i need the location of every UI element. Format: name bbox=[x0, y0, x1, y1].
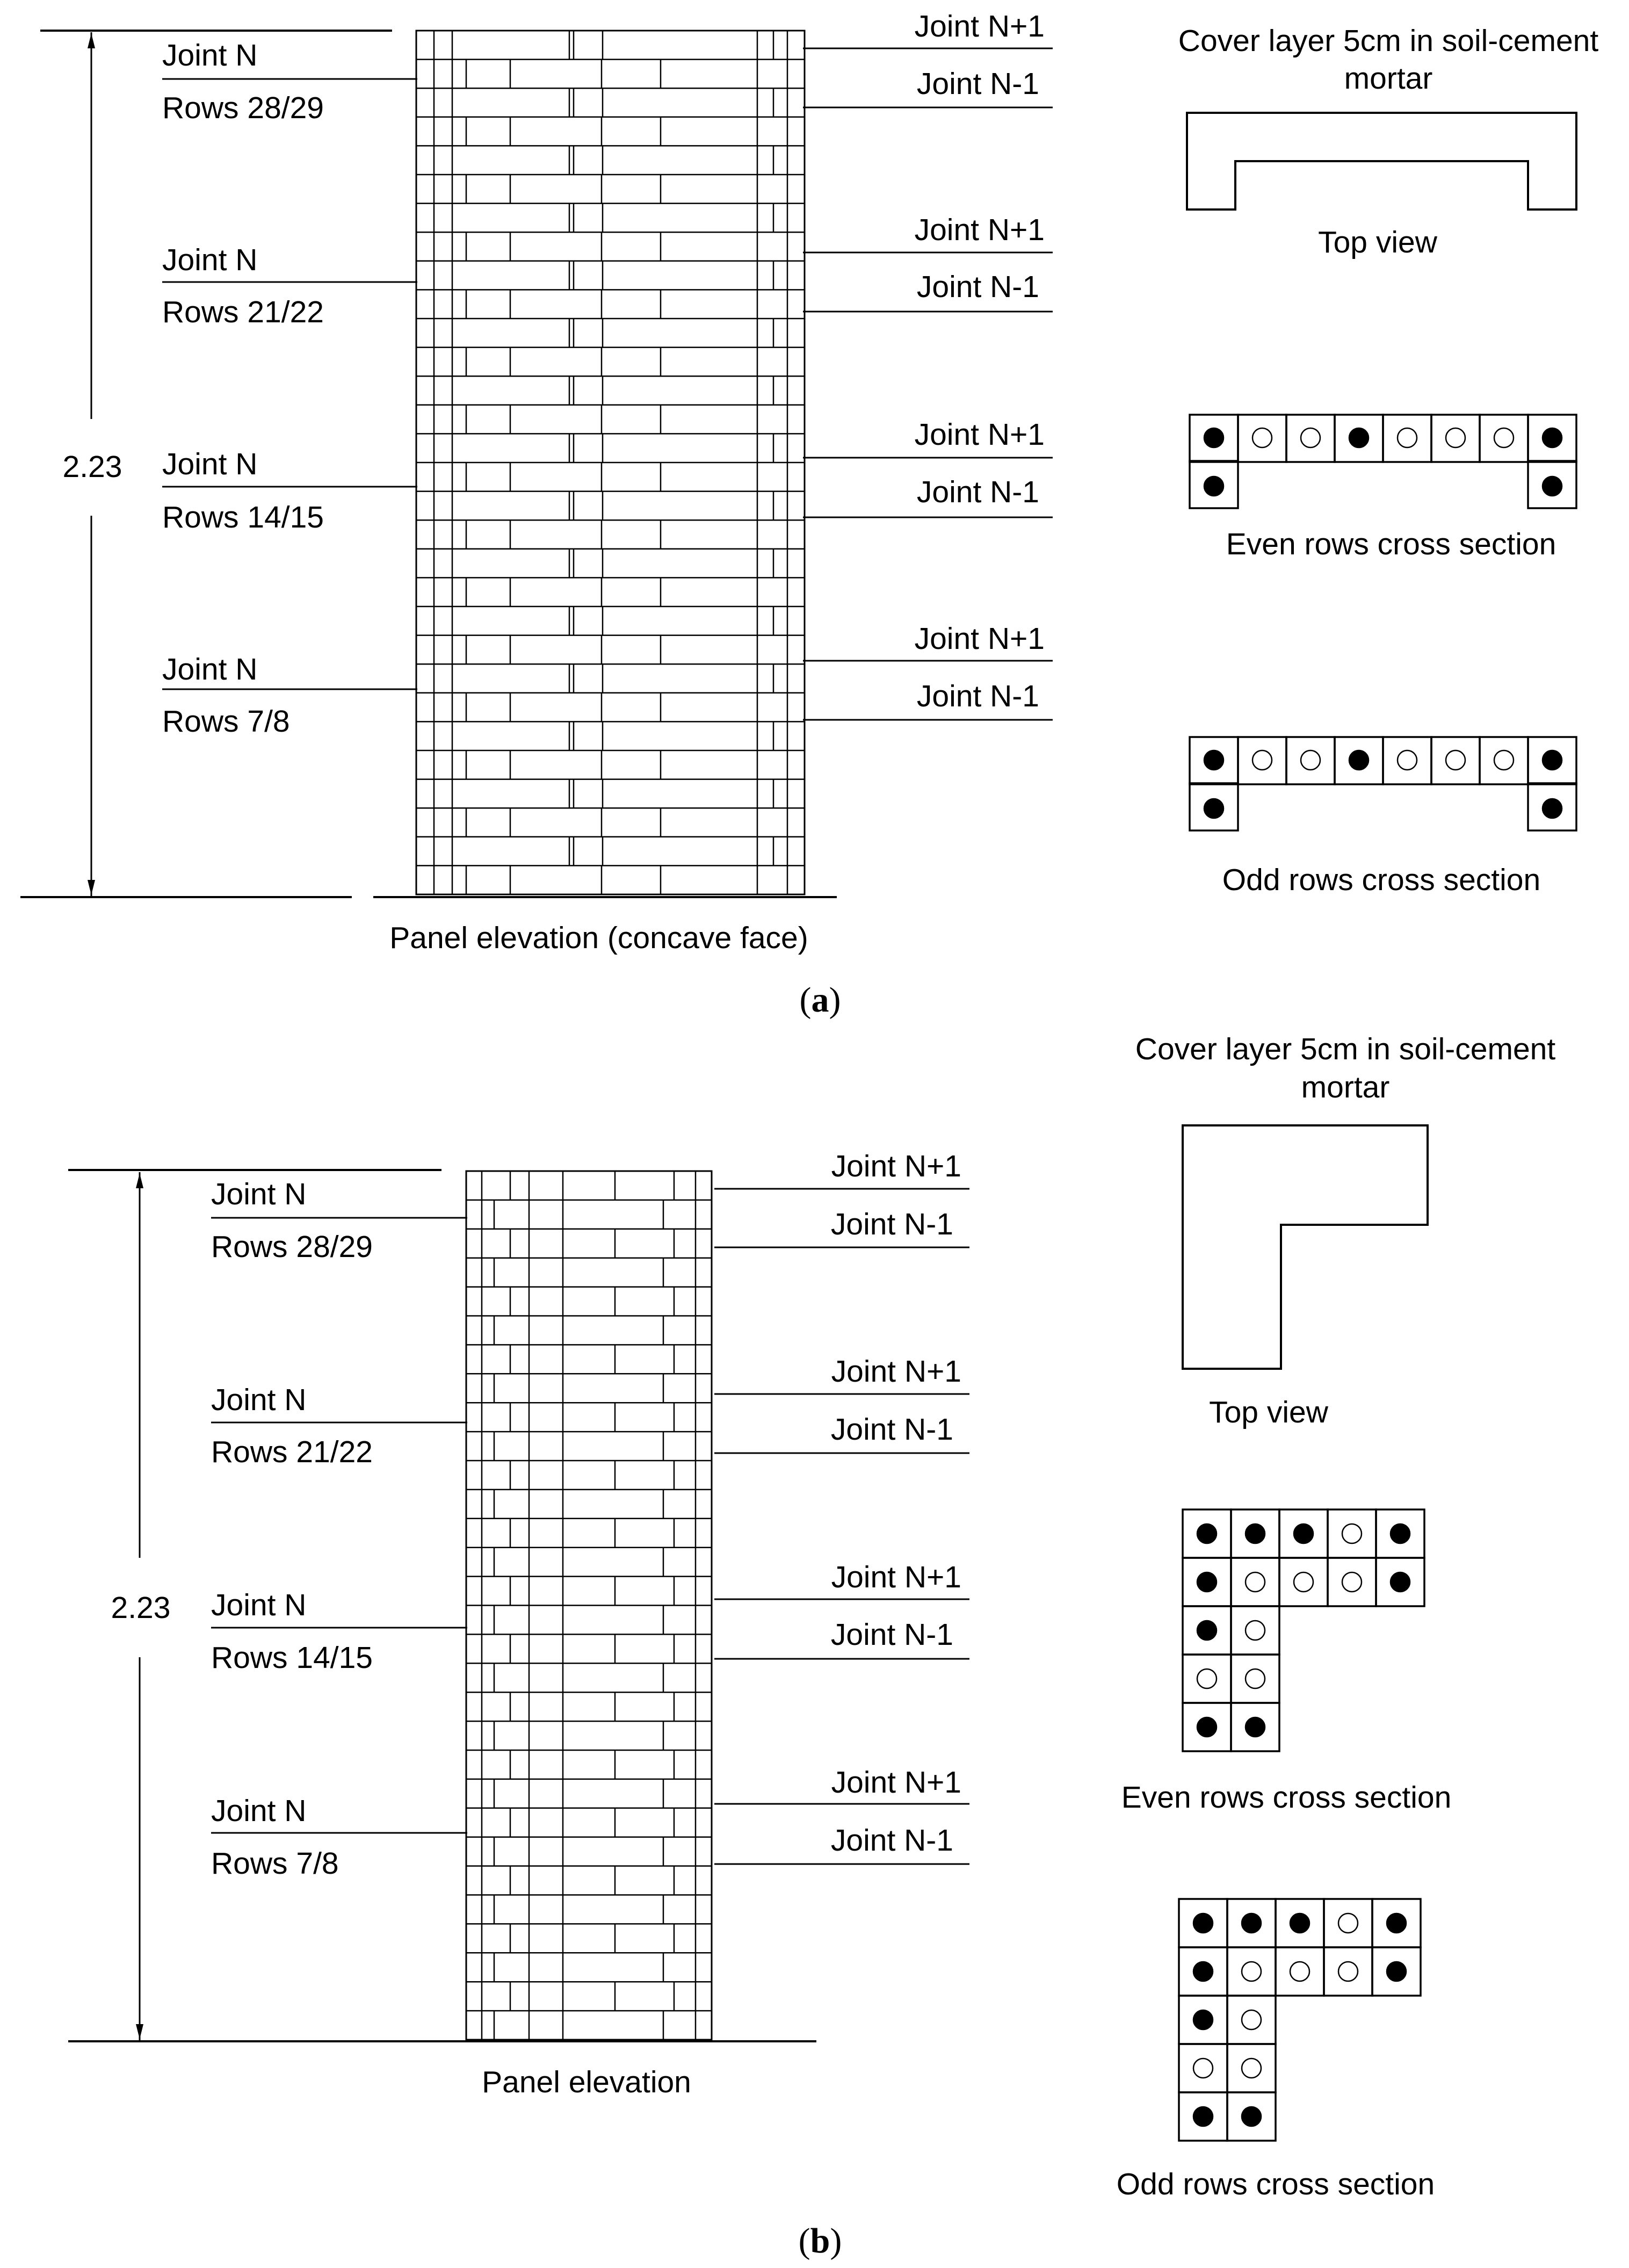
open-circle-icon bbox=[1494, 428, 1514, 447]
joint-label: Joint N-1 bbox=[830, 1207, 953, 1241]
joint-label: Joint N bbox=[211, 1177, 307, 1211]
panel-b-top-view-label: Top view bbox=[1209, 1395, 1328, 1429]
rows-label: Rows 21/22 bbox=[162, 295, 324, 329]
filled-circle-icon bbox=[1246, 1524, 1265, 1543]
open-circle-icon bbox=[1342, 1572, 1362, 1592]
open-circle-icon bbox=[1242, 1962, 1261, 1981]
panel-b-wall bbox=[466, 1171, 712, 2040]
panel-a-even-rows-label: Even rows cross section bbox=[1226, 527, 1556, 561]
open-circle-icon bbox=[1301, 428, 1320, 447]
joint-label: Joint N+1 bbox=[831, 1149, 961, 1183]
joint-label: Joint N bbox=[162, 652, 258, 687]
filled-circle-icon bbox=[1197, 1717, 1217, 1737]
rows-label: Rows 28/29 bbox=[211, 1230, 373, 1264]
panel-b-cover-layer-line2: mortar bbox=[1301, 1070, 1390, 1104]
filled-circle-icon bbox=[1193, 2010, 1213, 2029]
open-circle-icon bbox=[1294, 1572, 1313, 1592]
open-circle-icon bbox=[1338, 1962, 1358, 1981]
open-circle-icon bbox=[1242, 2010, 1261, 2029]
open-circle-icon bbox=[1301, 750, 1320, 770]
open-circle-icon bbox=[1494, 750, 1514, 770]
joint-label: Joint N+1 bbox=[831, 1765, 961, 1800]
filled-circle-icon bbox=[1204, 799, 1223, 818]
filled-circle-icon bbox=[1242, 2107, 1261, 2126]
joint-label: Joint N+1 bbox=[914, 622, 1045, 656]
joint-label: Joint N bbox=[162, 447, 258, 481]
panel-b-even-rows-label: Even rows cross section bbox=[1121, 1780, 1452, 1815]
panel-a-even-cross-section bbox=[1190, 415, 1576, 508]
joint-label: Joint N bbox=[211, 1794, 307, 1828]
panel-b-left-labels bbox=[211, 1177, 467, 1881]
rows-label: Rows 14/15 bbox=[211, 1641, 373, 1675]
rows-label: Rows 14/15 bbox=[162, 500, 324, 535]
filled-circle-icon bbox=[1193, 1913, 1213, 1933]
open-circle-icon bbox=[1197, 1669, 1217, 1688]
panel-a-elevation-caption: Panel elevation (concave face) bbox=[389, 921, 808, 955]
open-circle-icon bbox=[1246, 1669, 1265, 1688]
panel-b-odd-cross-section bbox=[1179, 1899, 1421, 2141]
rows-label: Rows 21/22 bbox=[211, 1435, 373, 1469]
panel-a-height-label: 2.23 bbox=[62, 450, 122, 484]
panel-a-cover-layer-line1: Cover layer 5cm in soil-cement bbox=[1178, 24, 1599, 58]
joint-label: Joint N-1 bbox=[916, 679, 1039, 713]
panel-a-left-labels bbox=[162, 38, 417, 739]
joint-label: Joint N bbox=[162, 243, 258, 277]
joint-label: Joint N-1 bbox=[830, 1412, 953, 1447]
panel-a-odd-cross-section bbox=[1190, 737, 1576, 830]
panel-a-odd-rows-label: Odd rows cross section bbox=[1222, 863, 1541, 897]
joint-label: Joint N-1 bbox=[916, 475, 1039, 509]
rows-label: Rows 7/8 bbox=[211, 1846, 339, 1881]
filled-circle-icon bbox=[1543, 799, 1562, 818]
filled-circle-icon bbox=[1349, 428, 1369, 447]
panel-b-dimension bbox=[111, 1172, 171, 2040]
filled-circle-icon bbox=[1197, 1524, 1217, 1543]
open-circle-icon bbox=[1342, 1524, 1362, 1543]
filled-circle-icon bbox=[1204, 750, 1223, 770]
panel-b-odd-rows-label: Odd rows cross section bbox=[1116, 2167, 1435, 2201]
panel-a-caption: (a) bbox=[799, 980, 841, 1020]
joint-label: Joint N-1 bbox=[916, 270, 1039, 304]
open-circle-icon bbox=[1290, 1962, 1309, 1981]
open-circle-icon bbox=[1252, 750, 1272, 770]
joint-label: Joint N+1 bbox=[914, 417, 1045, 452]
panel-a-top-view-shape bbox=[1187, 113, 1576, 210]
joint-label: Joint N+1 bbox=[914, 213, 1045, 247]
joint-label: Joint N-1 bbox=[830, 1617, 953, 1652]
filled-circle-icon bbox=[1543, 750, 1562, 770]
joint-label: Joint N bbox=[211, 1383, 307, 1417]
filled-circle-icon bbox=[1290, 1913, 1309, 1933]
joint-label: Joint N bbox=[162, 38, 258, 73]
joint-label: Joint N bbox=[211, 1588, 307, 1622]
open-circle-icon bbox=[1398, 750, 1417, 770]
filled-circle-icon bbox=[1204, 476, 1223, 496]
filled-circle-icon bbox=[1387, 1913, 1406, 1933]
rows-label: Rows 7/8 bbox=[162, 704, 290, 739]
panel-a-cover-layer-line2: mortar bbox=[1344, 61, 1433, 96]
open-circle-icon bbox=[1252, 428, 1272, 447]
joint-label: Joint N+1 bbox=[914, 9, 1045, 44]
panel-a bbox=[20, 9, 1598, 1020]
panel-b-elevation-caption: Panel elevation bbox=[482, 2065, 691, 2099]
filled-circle-icon bbox=[1193, 1962, 1213, 1981]
filled-circle-icon bbox=[1242, 1913, 1261, 1933]
open-circle-icon bbox=[1446, 750, 1465, 770]
joint-label: Joint N+1 bbox=[831, 1560, 961, 1594]
filled-circle-icon bbox=[1391, 1572, 1410, 1592]
filled-circle-icon bbox=[1197, 1572, 1217, 1592]
rows-label: Rows 28/29 bbox=[162, 91, 324, 125]
filled-circle-icon bbox=[1543, 428, 1562, 447]
panel-a-right-labels bbox=[803, 9, 1053, 720]
panel-a-top-view-label: Top view bbox=[1318, 225, 1437, 259]
open-circle-icon bbox=[1338, 1913, 1358, 1933]
open-circle-icon bbox=[1398, 428, 1417, 447]
joint-label: Joint N-1 bbox=[916, 67, 1039, 101]
filled-circle-icon bbox=[1197, 1621, 1217, 1640]
filled-circle-icon bbox=[1294, 1524, 1313, 1543]
panel-a-wall bbox=[416, 31, 805, 894]
panel-b-caption: (b) bbox=[798, 2221, 842, 2260]
panel-a-dimension bbox=[63, 32, 122, 896]
open-circle-icon bbox=[1446, 428, 1465, 447]
panel-b-height-label: 2.23 bbox=[111, 1591, 171, 1625]
panel-b-even-cross-section bbox=[1183, 1509, 1424, 1751]
open-circle-icon bbox=[1246, 1572, 1265, 1592]
filled-circle-icon bbox=[1349, 750, 1369, 770]
filled-circle-icon bbox=[1193, 2107, 1213, 2126]
panel-b-top-view-shape bbox=[1183, 1125, 1428, 1369]
open-circle-icon bbox=[1242, 2058, 1261, 2078]
filled-circle-icon bbox=[1391, 1524, 1410, 1543]
panel-b-right-labels bbox=[714, 1149, 969, 1864]
panel-b-cover-layer-line1: Cover layer 5cm in soil-cement bbox=[1135, 1032, 1556, 1066]
joint-label: Joint N+1 bbox=[831, 1354, 961, 1389]
filled-circle-icon bbox=[1543, 476, 1562, 496]
filled-circle-icon bbox=[1204, 428, 1223, 447]
joint-label: Joint N-1 bbox=[830, 1823, 953, 1858]
filled-circle-icon bbox=[1246, 1717, 1265, 1737]
open-circle-icon bbox=[1246, 1621, 1265, 1640]
open-circle-icon bbox=[1193, 2058, 1213, 2078]
panel-b bbox=[68, 1032, 1555, 2260]
filled-circle-icon bbox=[1387, 1962, 1406, 1981]
